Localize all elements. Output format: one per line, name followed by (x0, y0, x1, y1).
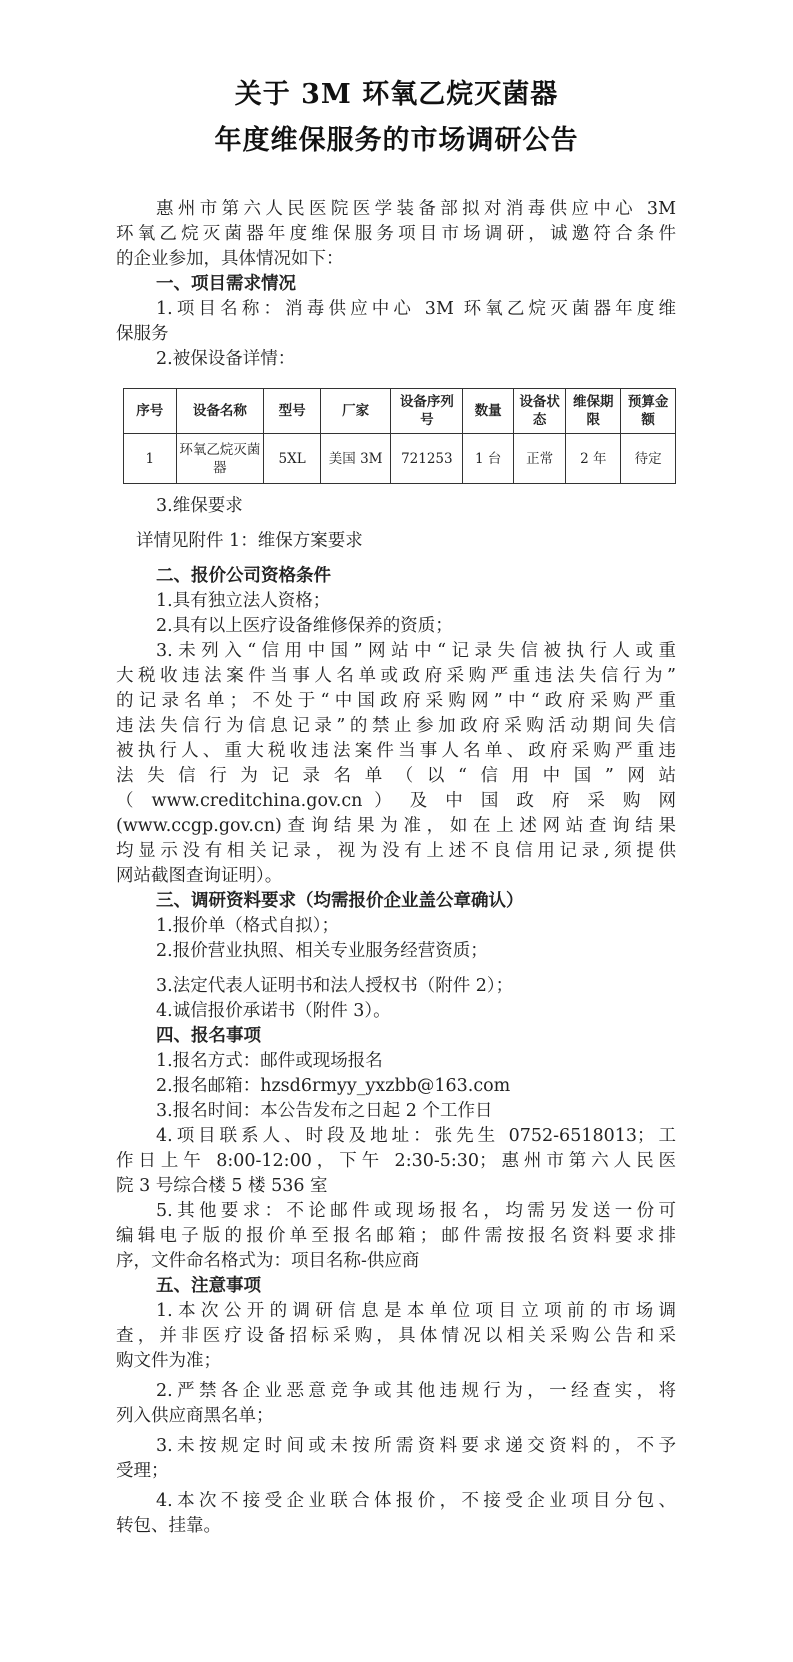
section1-item2: 2.被保设备详情： (156, 349, 296, 369)
table-row (124, 434, 676, 484)
table-cell: 正常 (513, 434, 566, 484)
section2-line: (www.ccgp.gov.cn)查询结果为准，如在上述网站查询结果 (116, 816, 676, 836)
section4-line: 编辑电子版的报价单至报名邮箱；邮件需按报名资料要求排 (116, 1226, 676, 1246)
section1-item1-line1: 1.项目名称：消毒供应中心 3M 环氧乙烷灭菌器年度维 (156, 299, 676, 319)
intro-line-2: 环氧乙烷灭菌器年度维保服务项目市场调研，诚邀符合条件 (116, 224, 676, 244)
table-header-cell: 设备名称 (176, 389, 264, 434)
table-cell: 5XL (264, 434, 321, 484)
section4-line: 院 3 号综合楼 5 楼 536 室 (116, 1176, 328, 1196)
section4-line: 作日上午 8:00-12:00，下午 2:30-5:30；惠州市第六人民医 (116, 1151, 676, 1171)
section4-line: 1.报名方式：邮件或现场报名 (156, 1051, 383, 1071)
section4-line: 4.项目联系人、时段及地址：张先生 0752-6518013；工 (156, 1126, 676, 1146)
section1-item1-line2: 保服务 (116, 324, 169, 344)
table-header-cell: 厂家 (321, 389, 391, 434)
section2-line: 大税收违法案件当事人名单或政府采购严重违法失信行为” (116, 666, 676, 686)
title-line-2: 年度维保服务的市场调研公告 (214, 125, 579, 156)
section2-line: 1.具有独立法人资格； (156, 591, 331, 611)
table-cell: 美国 3M (321, 434, 391, 484)
section1-item3-detail: 详情见附件 1：维保方案要求 (136, 531, 363, 551)
section2-line: （ www.creditchina.gov.cn ） 及 中 国 政 府 采 购 网 (116, 791, 676, 811)
table-header-cell: 数量 (463, 389, 513, 434)
section4-line: 2.报名邮箱：hzsd6rmyy_yxzbb@163.com (156, 1076, 511, 1096)
table-header-cell: 预算金额 (621, 389, 676, 434)
table-cell: 1 (124, 434, 177, 484)
section2-line: 的记录名单；不处于“中国政府采购网”中“政府采购严重 (116, 691, 676, 711)
section3-line: 2.报价营业执照、相关专业服务经营资质； (156, 941, 488, 961)
table-header-cell: 型号 (264, 389, 321, 434)
table-cell: 环氧乙烷灭菌器 (176, 434, 264, 484)
section3-line: 4.诚信报价承诺书（附件 3）。 (156, 1001, 391, 1021)
section2-line: 2.具有以上医疗设备维修保养的资质； (156, 616, 453, 636)
section5-line: 列入供应商黑名单； (116, 1406, 274, 1426)
table-cell: 2 年 (566, 434, 621, 484)
section3-line: 3.法定代表人证明书和法人授权书（附件 2）； (156, 976, 514, 996)
section2-line: 被执行人、重大税收违法案件当事人名单、政府采购严重违 (116, 741, 676, 761)
section5-line: 4.本次不接受企业联合体报价，不接受企业项目分包、 (156, 1491, 676, 1511)
section4-line: 序，文件命名格式为：项目名称-供应商 (116, 1251, 420, 1271)
section5-line: 1.本次公开的调研信息是本单位项目立项前的市场调 (156, 1301, 676, 1321)
section5-line: 购文件为准； (116, 1351, 221, 1371)
section5-line: 查，并非医疗设备招标采购，具体情况以相关采购公告和采 (116, 1326, 676, 1346)
section2-heading: 二、报价公司资格条件 (156, 566, 331, 586)
section3-line: 1.报价单（格式自拟）； (156, 916, 339, 936)
section5-heading: 五、注意事项 (156, 1276, 261, 1296)
section4-line: 3.报名时间：本公告发布之日起 2 个工作日 (156, 1101, 493, 1121)
section1-item3: 3.维保要求 (156, 496, 243, 516)
intro-line-3: 的企业参加，具体情况如下： (116, 249, 344, 269)
section2-line: 法失信行为记录名单（以“信用中国”网站 (116, 766, 676, 786)
table-cell: 1 台 (463, 434, 513, 484)
intro-line-1: 惠州市第六人民医院医学装备部拟对消毒供应中心 3M (156, 199, 676, 219)
section2-line: 违法失信行为信息记录”的禁止参加政府采购活动期间失信 (116, 716, 676, 736)
table-cell: 待定 (621, 434, 676, 484)
table-header-cell: 设备序列号 (391, 389, 463, 434)
section5-line: 2.严禁各企业恶意竞争或其他违规行为，一经查实，将 (156, 1381, 676, 1401)
section4-heading: 四、报名事项 (156, 1026, 261, 1046)
section5-line: 3.未按规定时间或未按所需资料要求递交资料的，不予 (156, 1436, 676, 1456)
table-header-cell: 序号 (124, 389, 177, 434)
section5-line: 转包、挂靠。 (116, 1516, 221, 1536)
section2-line: 网站截图查询证明）。 (116, 866, 283, 886)
table-header-row (124, 389, 676, 434)
section2-line: 均显示没有相关记录，视为没有上述不良信用记录,须提供 (116, 841, 676, 861)
section1-heading: 一、项目需求情况 (156, 274, 296, 294)
section2-line: 3.未列入“信用中国”网站中“记录失信被执行人或重 (156, 641, 676, 661)
equipment-table (123, 388, 676, 484)
table-header-cell: 设备状态 (513, 389, 566, 434)
section3-heading: 三、调研资料要求（均需报价企业盖公章确认） (156, 891, 524, 911)
table-cell: 721253 (391, 434, 463, 484)
section4-line: 5.其他要求：不论邮件或现场报名，均需另发送一份可 (156, 1201, 676, 1221)
section5-line: 受理； (116, 1461, 169, 1481)
table-header-cell: 维保期限 (566, 389, 621, 434)
title-line-1: 关于 3M 环氧乙烷灭菌器 (234, 79, 559, 110)
